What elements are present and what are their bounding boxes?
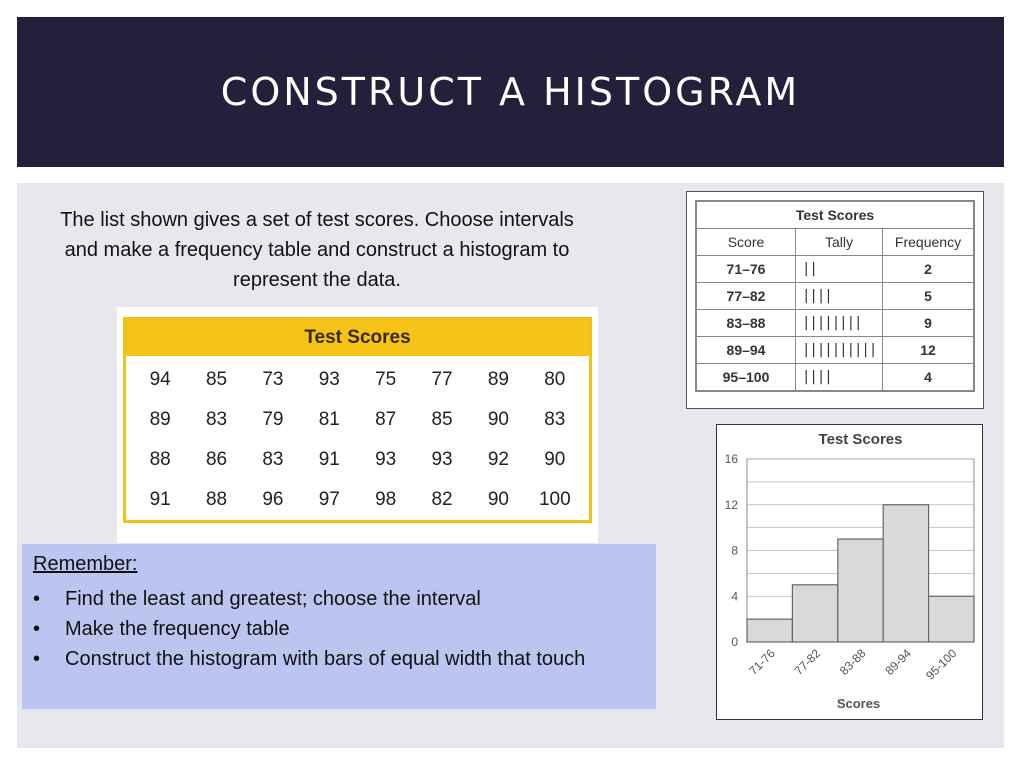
- score-cell: 71–76: [696, 256, 796, 283]
- remember-item: • Find the least and greatest; choose the interval: [33, 584, 633, 614]
- histogram-card: [716, 424, 983, 720]
- tally-cell: ||||: [796, 283, 883, 310]
- score-cell: 83–88: [696, 310, 796, 337]
- test-scores-list: [117, 307, 598, 543]
- test-score-value: 86: [205, 449, 228, 470]
- histogram-chart: [717, 425, 982, 719]
- remember-item: • Construct the histogram with bars of equal width that touch: [33, 644, 633, 674]
- test-scores-frame: [123, 317, 592, 523]
- test-score-value: 73: [262, 369, 284, 390]
- test-score-value: 93: [431, 449, 453, 470]
- y-tick-label: 0: [731, 635, 738, 649]
- test-score-value: 83: [262, 449, 284, 470]
- slide-title: CONSTRUCT A HISTOGRAM: [220, 70, 801, 114]
- y-tick-label: 12: [724, 497, 738, 512]
- table-row: [696, 337, 974, 364]
- test-score-value: 80: [544, 369, 566, 390]
- frequency-table: [695, 200, 975, 392]
- tally-cell: ||: [796, 256, 883, 283]
- test-score-value: 87: [375, 409, 397, 430]
- instructions-text: The list shown gives a set of test scores. Choose intervals and make a frequency table and construct a histogram to represent the data.: [60, 209, 574, 291]
- test-score-value: 94: [149, 369, 171, 390]
- slide-header: [17, 17, 1004, 167]
- table-row: [696, 364, 974, 392]
- test-score-value: 91: [318, 449, 340, 470]
- test-scores-title: Test Scores: [126, 320, 589, 356]
- test-score-value: 82: [431, 489, 453, 510]
- y-tick-label: 4: [731, 589, 738, 604]
- y-tick-label: 16: [724, 452, 738, 466]
- test-score-value: 93: [318, 369, 340, 390]
- x-tick-label: 71-76: [746, 646, 778, 678]
- tally-cell: ||||||||||: [796, 337, 883, 364]
- histogram-bar: [929, 596, 974, 642]
- test-score-value: 90: [487, 489, 509, 510]
- test-score-value: 75: [375, 369, 397, 390]
- frequency-table-title: Test Scores: [696, 201, 974, 229]
- remember-box: [22, 544, 656, 709]
- histogram-bar: [792, 585, 837, 642]
- test-score-value: 89: [487, 369, 509, 390]
- tally-cell: ||||||||: [796, 310, 883, 337]
- remember-list: [33, 584, 633, 674]
- test-score-value: 91: [149, 489, 171, 510]
- header-frequency: Frequency: [883, 229, 975, 256]
- header-tally: Tally: [796, 229, 883, 256]
- test-scores-grid: [126, 356, 589, 520]
- header-score: Score: [696, 229, 796, 256]
- x-tick-label: 77-82: [791, 646, 824, 678]
- test-score-value: 81: [318, 409, 340, 430]
- histogram-bar: [883, 505, 928, 642]
- table-row: [696, 310, 974, 337]
- tally-cell: ||||: [796, 364, 883, 392]
- frequency-cell: 2: [883, 256, 975, 283]
- test-score-value: 100: [538, 489, 571, 510]
- slide-content: [17, 183, 1004, 748]
- test-score-value: 93: [375, 449, 397, 470]
- frequency-table-card: [686, 191, 984, 409]
- y-tick-label: 8: [731, 543, 738, 558]
- test-score-value: 83: [544, 409, 566, 430]
- test-score-value: 77: [431, 369, 453, 390]
- score-cell: 77–82: [696, 283, 796, 310]
- test-score-value: 85: [431, 409, 453, 430]
- test-score-value: 97: [318, 489, 340, 510]
- table-row: [696, 256, 974, 283]
- x-tick-label: 95-100: [923, 646, 960, 683]
- frequency-cell: 12: [883, 337, 975, 364]
- histogram-bar: [747, 619, 792, 642]
- test-score-value: 88: [205, 489, 228, 510]
- test-score-value: 96: [262, 489, 284, 510]
- histogram-bar: [838, 539, 883, 642]
- x-tick-label: 89-94: [882, 646, 915, 678]
- test-score-value: 98: [375, 489, 397, 510]
- score-cell: 95–100: [696, 364, 796, 392]
- test-score-value: 90: [544, 449, 566, 470]
- remember-item: • Make the frequency table: [33, 614, 633, 644]
- test-score-value: 85: [205, 369, 228, 390]
- chart-title: Test Scores: [818, 431, 903, 448]
- x-axis-label: Scores: [836, 696, 881, 711]
- frequency-cell: 9: [883, 310, 975, 337]
- test-score-value: 79: [262, 409, 284, 430]
- test-score-value: 83: [205, 409, 228, 430]
- frequency-cell: 5: [883, 283, 975, 310]
- test-score-value: 90: [487, 409, 509, 430]
- frequency-cell: 4: [883, 364, 975, 392]
- test-score-value: 88: [149, 449, 171, 470]
- score-cell: 89–94: [696, 337, 796, 364]
- remember-title: Remember:: [33, 553, 138, 575]
- x-tick-label: 83-88: [837, 646, 869, 678]
- table-row: [696, 283, 974, 310]
- test-score-value: 89: [149, 409, 171, 430]
- test-score-value: 92: [487, 449, 509, 470]
